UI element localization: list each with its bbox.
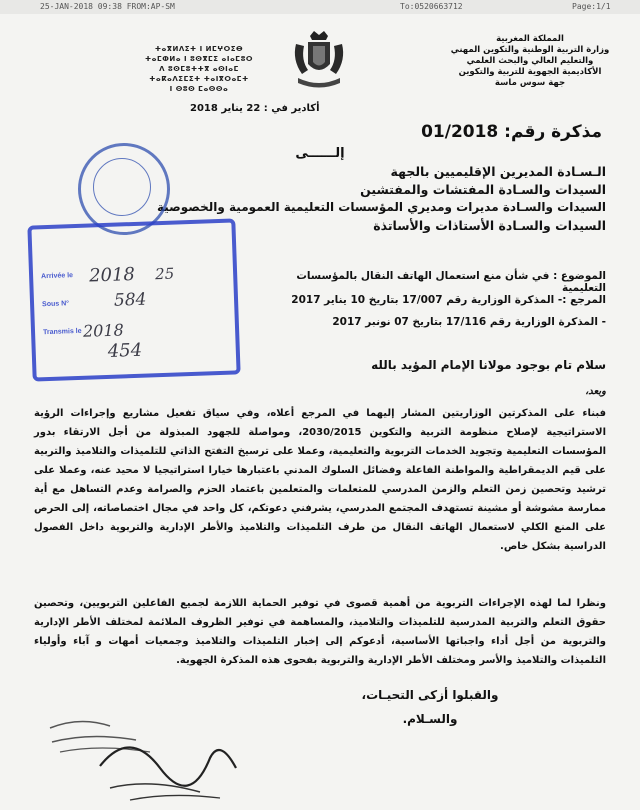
ministry-line: المملكة المغربية <box>496 34 564 44</box>
ministry-line: والتعليم العالي والبحث العلمي <box>466 56 594 66</box>
stamp-transmis-date: 2018 <box>82 320 125 341</box>
ministry-line: ⵏ ⵙⵓⵙ ⵎⴰⵙⵙⴰ <box>169 85 229 93</box>
stamp-number-value: 584 <box>113 289 147 311</box>
ministry-line: ⵜⴰⵎⵀⵍⴰ ⵏ ⵓⵙⴳⵎⵉ ⴰⵏⴰⵎⵓⵔ <box>144 55 254 63</box>
memo-closing: والسـلام. <box>402 712 458 726</box>
memo-reference: - المذكرة الوزارية رقم 17/116 بتاريخ 07 نونبر 2017 <box>332 316 606 328</box>
stamp-transmis-number: 454 <box>107 339 143 362</box>
memo-to: إلــــــى <box>295 146 345 161</box>
document-date: أكادير في : 22 يناير 2018 <box>190 103 320 114</box>
memo-title: مذكرة رقم: 01/2018 <box>421 122 602 142</box>
memo-closing: والقبلوا أزكى التحيـات، <box>361 688 499 702</box>
memo-reference: المرجع :- المذكرة الوزارية رقم 17/007 بتاريخ 10 يناير 2017 <box>291 294 606 306</box>
fax-page-number: Page:1/1 <box>572 2 611 11</box>
addressee-line: الـسـادة المديرين الإقليميين بالجهة <box>390 164 606 179</box>
fax-transmission-header <box>0 0 640 14</box>
ministry-line: ⵜⴰⴳⵍⴷⵉⵜ ⵏ ⵍⵎⵖⵔⵉⴱ <box>154 45 244 53</box>
director-signature-icon <box>40 708 250 808</box>
fax-sender: 25-JAN-2018 09:38 FROM:AP-SM <box>40 2 175 11</box>
ministry-line: ⴷ ⵓⵙⵎⵓⵜⵜⴳ ⴰⵙⵏⴰⵎ <box>159 65 239 73</box>
addressee-line: السيدات والسـادة مديرات ومديري المؤسسات التعليمية العمومية والخصوصية <box>157 200 606 214</box>
memo-greeting: سلام تام بوجود مولانا الإمام المؤيد بالله <box>371 358 606 372</box>
stamp-number-label: Sous N° <box>41 300 70 309</box>
stamp-arrival-day: 25 <box>154 264 175 284</box>
ministry-header-tifinagh <box>126 44 272 94</box>
memo-after: وبعد، <box>585 386 606 397</box>
royal-coat-of-arms-icon <box>288 30 350 90</box>
stamp-transmis-label: Transmis le <box>42 327 82 337</box>
stamp-arrival-label: Arrivée le <box>41 272 74 281</box>
addressee-line: السيدات والسـادة الأستاذات والأساتذة <box>373 218 606 233</box>
ministry-header-arabic <box>440 34 620 89</box>
ministry-line: جهة سوس ماسة <box>494 78 566 88</box>
fax-recipient: To:0520663712 <box>400 2 463 11</box>
ministry-line: وزارة التربية الوطنية والتكوين المهني <box>450 45 610 55</box>
addressee-line: السيدات والسـادة المفتشات والمفتشين <box>360 182 606 197</box>
ministry-line: الأكاديمية الجهوية للتربية والتكوين <box>458 67 602 77</box>
ministry-line: ⵜⴰⴽⴰⴷⵉⵎⵉⵜ ⵜⴰⵏⴳⵔⴰⵎⵜ <box>149 75 249 83</box>
memo-paragraph: فبناء على المذكرتين الوزاريتين المشار إليهما في المرجع أعلاه، وفي سياق تفعيل مشاريع وإجراءات الرؤية الاستراتيجية لإصلاح منظومة التربية والتكوين 2030/2015، ومواصلة للجهود المبذولة من أجل الارتقاء بدور المؤسسات التعليمية وتجويد الخدمات التربوية والتعليمية، وعملا على ترسيخ التفتح الذاتي للتلميذات والتلاميذ والتربية على قيم الديمقراطية والمواطنة الفاعلة وفضائل السلوك المدني باعتبارها خيارا استراتيجيا لا محيد عنه، وعملا على ترشيد وتحصين زمن التعلم والزمن المدرسي للمتعلمات والمتعلمين باعتماد الحزم والصرامة وعدم التساهل مع أية ممارسة مشوشة أو مشينة تستهدف المجتمع المدرسي، يشرفني دعوتكم، كل واحد في مجال اختصاصاته، إلى الحرص على المنع الكلي لاستعمال الهاتف النقال من طرف التلميذات والتلاميذ والأطر الإدارية والتربوية داخل الفصول الدراسية بشكل خاص. <box>34 408 606 552</box>
memo-paragraph: ونظرا لما لهذه الإجراءات التربوية من أهمية قصوى في توفير الحماية اللازمة لجميع الفاعلين التربويين، وتحصين حقوق التعلم والتربية المدرسية للتلميذات والتلاميذ، والمساهمة في توفير الظروف الملائمة لمختلف الأطر الإدارية والتربوية من أجل أداء واجباتها الأساسية، أدعوكم إلى إخبار التلميذات والتلاميذ وجمعيات أمهات و آباء وأولياء التلميذات والتلاميذ والأسر ومختلف الأطر الإدارية والتربوية بفحوى هذه المذكرة الجهوية. <box>34 598 606 666</box>
stamp-arrival-date: 2018 <box>88 263 136 287</box>
memo-subject: الموضوع : في شأن منع استعمال الهاتف النقال بالمؤسسات التعليمية <box>296 270 606 294</box>
registration-stamp <box>27 218 240 381</box>
